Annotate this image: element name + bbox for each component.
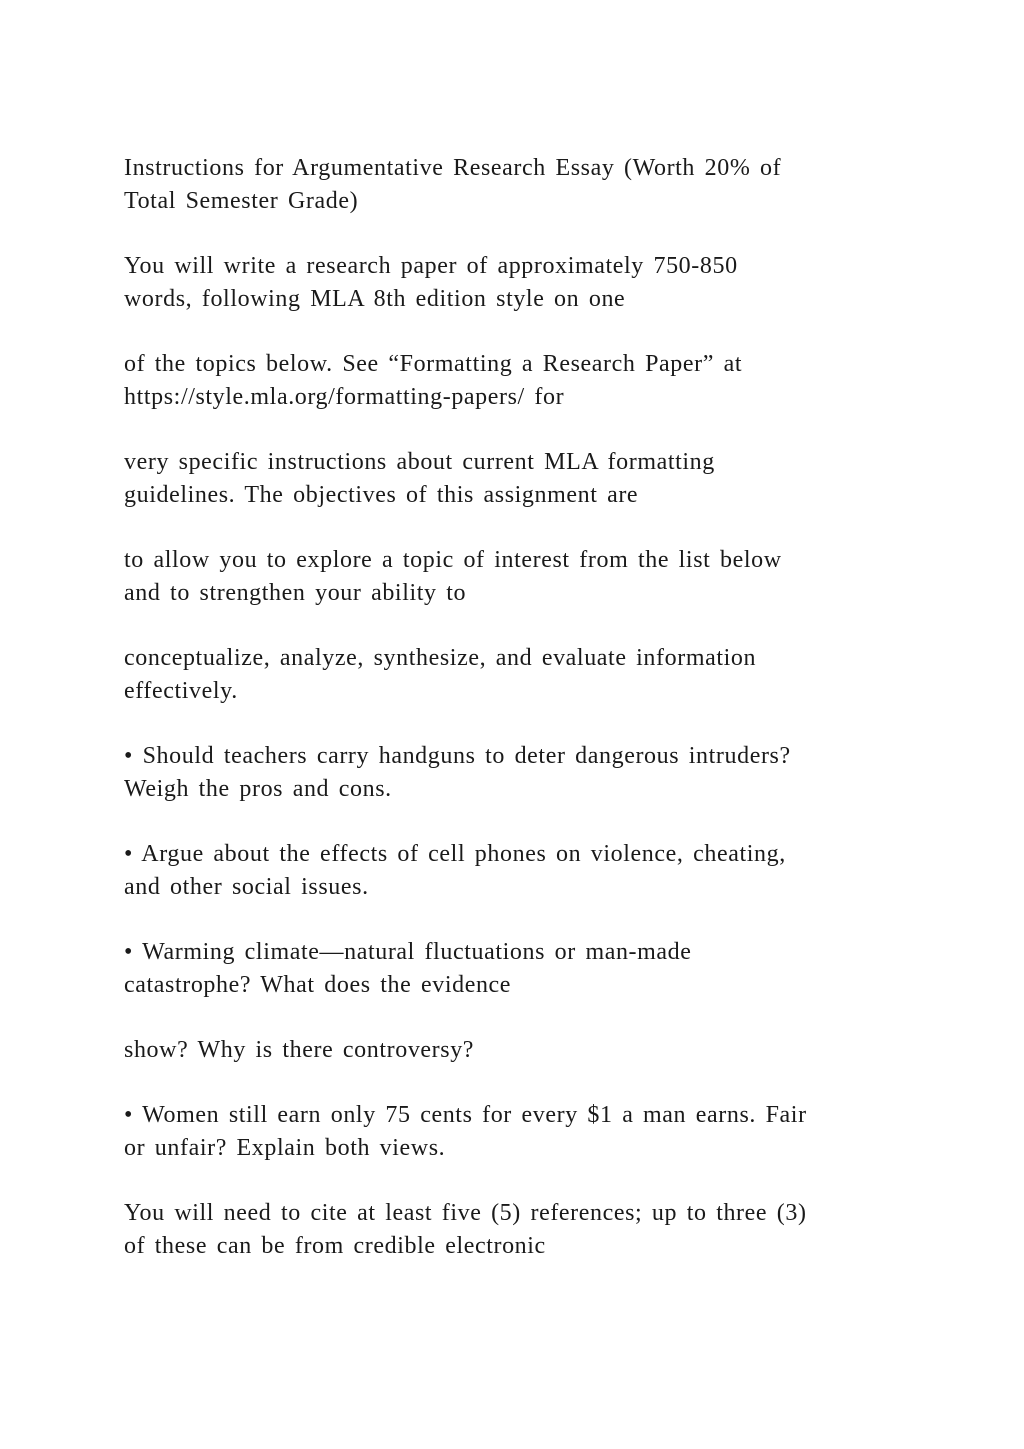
paragraph xyxy=(124,250,904,316)
topic-bullet xyxy=(124,1099,904,1165)
text-line: https://style.mla.org/formatting-papers/ for xyxy=(124,384,565,410)
text-line: guidelines. The objectives of this assignment are xyxy=(124,482,639,508)
paragraph xyxy=(124,348,904,414)
essay-title xyxy=(124,152,904,218)
text-line: conceptualize, analyze, synthesize, and evaluate information xyxy=(124,645,757,671)
paragraph xyxy=(124,1197,904,1263)
text-line: show? Why is there controversy? xyxy=(124,1037,475,1063)
text-line: catastrophe? What does the evidence xyxy=(124,972,512,998)
topic-bullet xyxy=(124,936,904,1002)
text-line: effectively. xyxy=(124,678,238,704)
text-line: Instructions for Argumentative Research Essay (Worth 20% of xyxy=(124,155,782,181)
text-line: Weigh the pros and cons. xyxy=(124,776,392,802)
text-line: • Women still earn only 75 cents for every $1 a man earns. Fair xyxy=(124,1102,807,1128)
text-line: • Argue about the effects of cell phones on violence, cheating, xyxy=(124,841,786,867)
text-line: You will write a research paper of approximately 750-850 xyxy=(124,253,738,279)
text-line: or unfair? Explain both views. xyxy=(124,1135,446,1161)
text-line: words, following MLA 8th edition style on one xyxy=(124,286,626,312)
text-line: • Warming climate—natural fluctuations or man-made xyxy=(124,939,692,965)
text-line: and to strengthen your ability to xyxy=(124,580,467,606)
text-line: Total Semester Grade) xyxy=(124,188,359,214)
text-line: very specific instructions about current MLA formatting xyxy=(124,449,715,475)
topic-bullet xyxy=(124,838,904,904)
text-line: You will need to cite at least five (5) references; up to three (3) xyxy=(124,1200,807,1226)
document-body xyxy=(124,152,904,1295)
text-line: to allow you to explore a topic of interest from the list below xyxy=(124,547,782,573)
paragraph xyxy=(124,642,904,708)
paragraph xyxy=(124,446,904,512)
text-line: of the topics below. See “Formatting a Research Paper” at xyxy=(124,351,743,377)
text-line: • Should teachers carry handguns to deter dangerous intruders? xyxy=(124,743,791,769)
topic-bullet xyxy=(124,740,904,806)
text-line: of these can be from credible electronic xyxy=(124,1233,546,1259)
paragraph xyxy=(124,544,904,610)
text-line: and other social issues. xyxy=(124,874,369,900)
paragraph xyxy=(124,1034,904,1067)
